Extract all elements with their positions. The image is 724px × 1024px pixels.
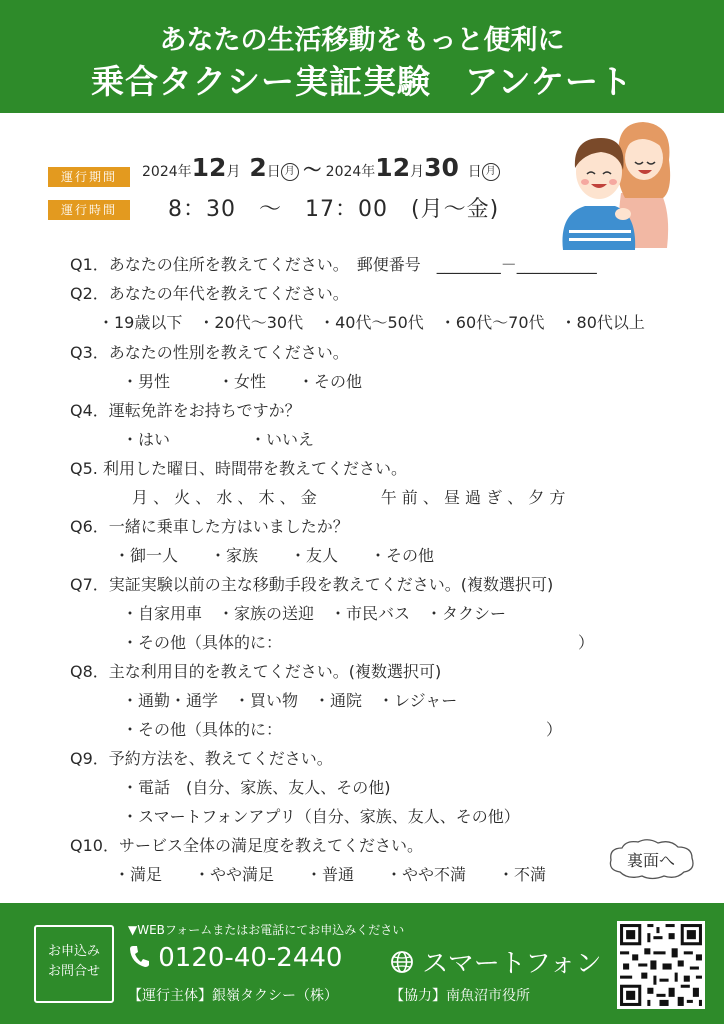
period-label: 運行期間 — [48, 167, 130, 187]
end-day-unit: 日 — [467, 164, 482, 180]
q5: Q5. 利用した曜日、時間帯を教えてください。 — [70, 459, 407, 478]
end-year: 2024年 — [325, 164, 376, 180]
q10: Q10．サービス全体の満足度を教えてください。 — [70, 836, 423, 855]
q5-options: 月 、 火 、 水 、 木 、 金 午 前 、 昼 過 ぎ 、 夕 方 — [132, 488, 566, 507]
q9-option-app: ・スマートフォンアプリ（自分、家族、友人、その他） — [122, 807, 520, 826]
q9-option-phone: ・電話 (自分、家族、友人、その他) — [122, 778, 391, 797]
contact-box — [34, 925, 114, 1003]
start-day: 2 — [249, 153, 267, 182]
end-weekday: 月 — [482, 163, 500, 181]
smartphone-contact[interactable] — [390, 943, 602, 980]
q8-other: ・その他（具体的に： ） — [122, 720, 563, 739]
application-note: ▼WEBフォームまたはお電話にてお申込みください — [128, 923, 405, 937]
q8: Q8．主な利用目的を教えてください。(複数選択可) — [70, 662, 442, 681]
operation-period — [142, 153, 500, 182]
end-month: 12 — [375, 153, 411, 182]
q8-options: ・通勤・通学 ・買い物 ・通院 ・レジャー — [122, 691, 458, 710]
operator-info: 【運行主体】銀嶺タクシー（株） — [128, 988, 338, 1004]
q9: Q9．予約方法を、教えてください。 — [70, 749, 333, 768]
phone-icon — [128, 944, 150, 968]
start-month: 12 — [191, 153, 227, 182]
q3-options: ・男性 ・女性 ・その他 — [122, 372, 363, 391]
operation-hours: 8：30 ～ 17：00 (月～金) — [168, 197, 500, 222]
qr-code[interactable] — [617, 921, 705, 1009]
couple-illustration — [555, 118, 673, 250]
header-subtitle: あなたの生活移動をもっと便利に — [159, 25, 565, 56]
period-tilde: ～ — [303, 160, 322, 181]
q7: Q7．実証実験以前の主な移動手段を教えてください。(複数選択可) — [70, 575, 554, 594]
end-month-unit: 月 — [410, 164, 425, 180]
q4: Q4．運転免許をお持ちですか？ — [70, 401, 301, 420]
q6: Q6．一緒に乗車した方はいましたか？ — [70, 517, 349, 536]
contact-label-line2: お問合せ — [47, 964, 100, 979]
end-day: 30 — [424, 153, 459, 182]
header-title: 乗合タクシー実証実験 アンケート — [90, 62, 634, 101]
q1: Q1．あなたの住所を教えてください。 郵便番号 ________－__________ — [70, 255, 597, 274]
start-weekday: 月 — [281, 163, 299, 181]
start-day-unit: 日 — [266, 164, 281, 180]
q7-other: ・その他（具体的に： ） — [122, 633, 595, 652]
smartphone-label[interactable]: スマートフォン — [422, 949, 602, 979]
header-banner — [0, 0, 724, 113]
start-year: 2024年 — [142, 164, 192, 180]
q4-options: ・はい ・いいえ — [122, 430, 315, 449]
q2: Q2．あなたの年代を教えてください。 — [70, 284, 349, 303]
q7-options: ・自家用車 ・家族の送迎 ・市民バス ・タクシー — [122, 604, 507, 623]
footer-contact — [0, 903, 724, 1024]
hours-label: 運行時間 — [48, 200, 130, 220]
phone-contact[interactable] — [128, 943, 342, 973]
phone-number[interactable]: 0120-40-2440 — [158, 943, 343, 973]
q3: Q3．あなたの性別を教えてください。 — [70, 343, 349, 362]
q10-options: ・満足 ・やや満足 ・普通 ・やや不満 ・不満 — [114, 865, 547, 884]
start-month-unit: 月 — [226, 164, 241, 180]
q6-options: ・御一人 ・家族 ・友人 ・その他 — [114, 546, 435, 565]
cooperation-info: 【協力】南魚沼市役所 — [390, 988, 530, 1004]
back-page-text: 裏面へ — [626, 851, 675, 870]
back-page-bubble — [606, 838, 696, 880]
contact-label-line1: お申込み — [47, 944, 100, 959]
globe-icon — [390, 950, 414, 974]
q2-options: ・19歳以下 ・20代～30代 ・40代～50代 ・60代～70代 ・80代以上 — [98, 313, 645, 332]
